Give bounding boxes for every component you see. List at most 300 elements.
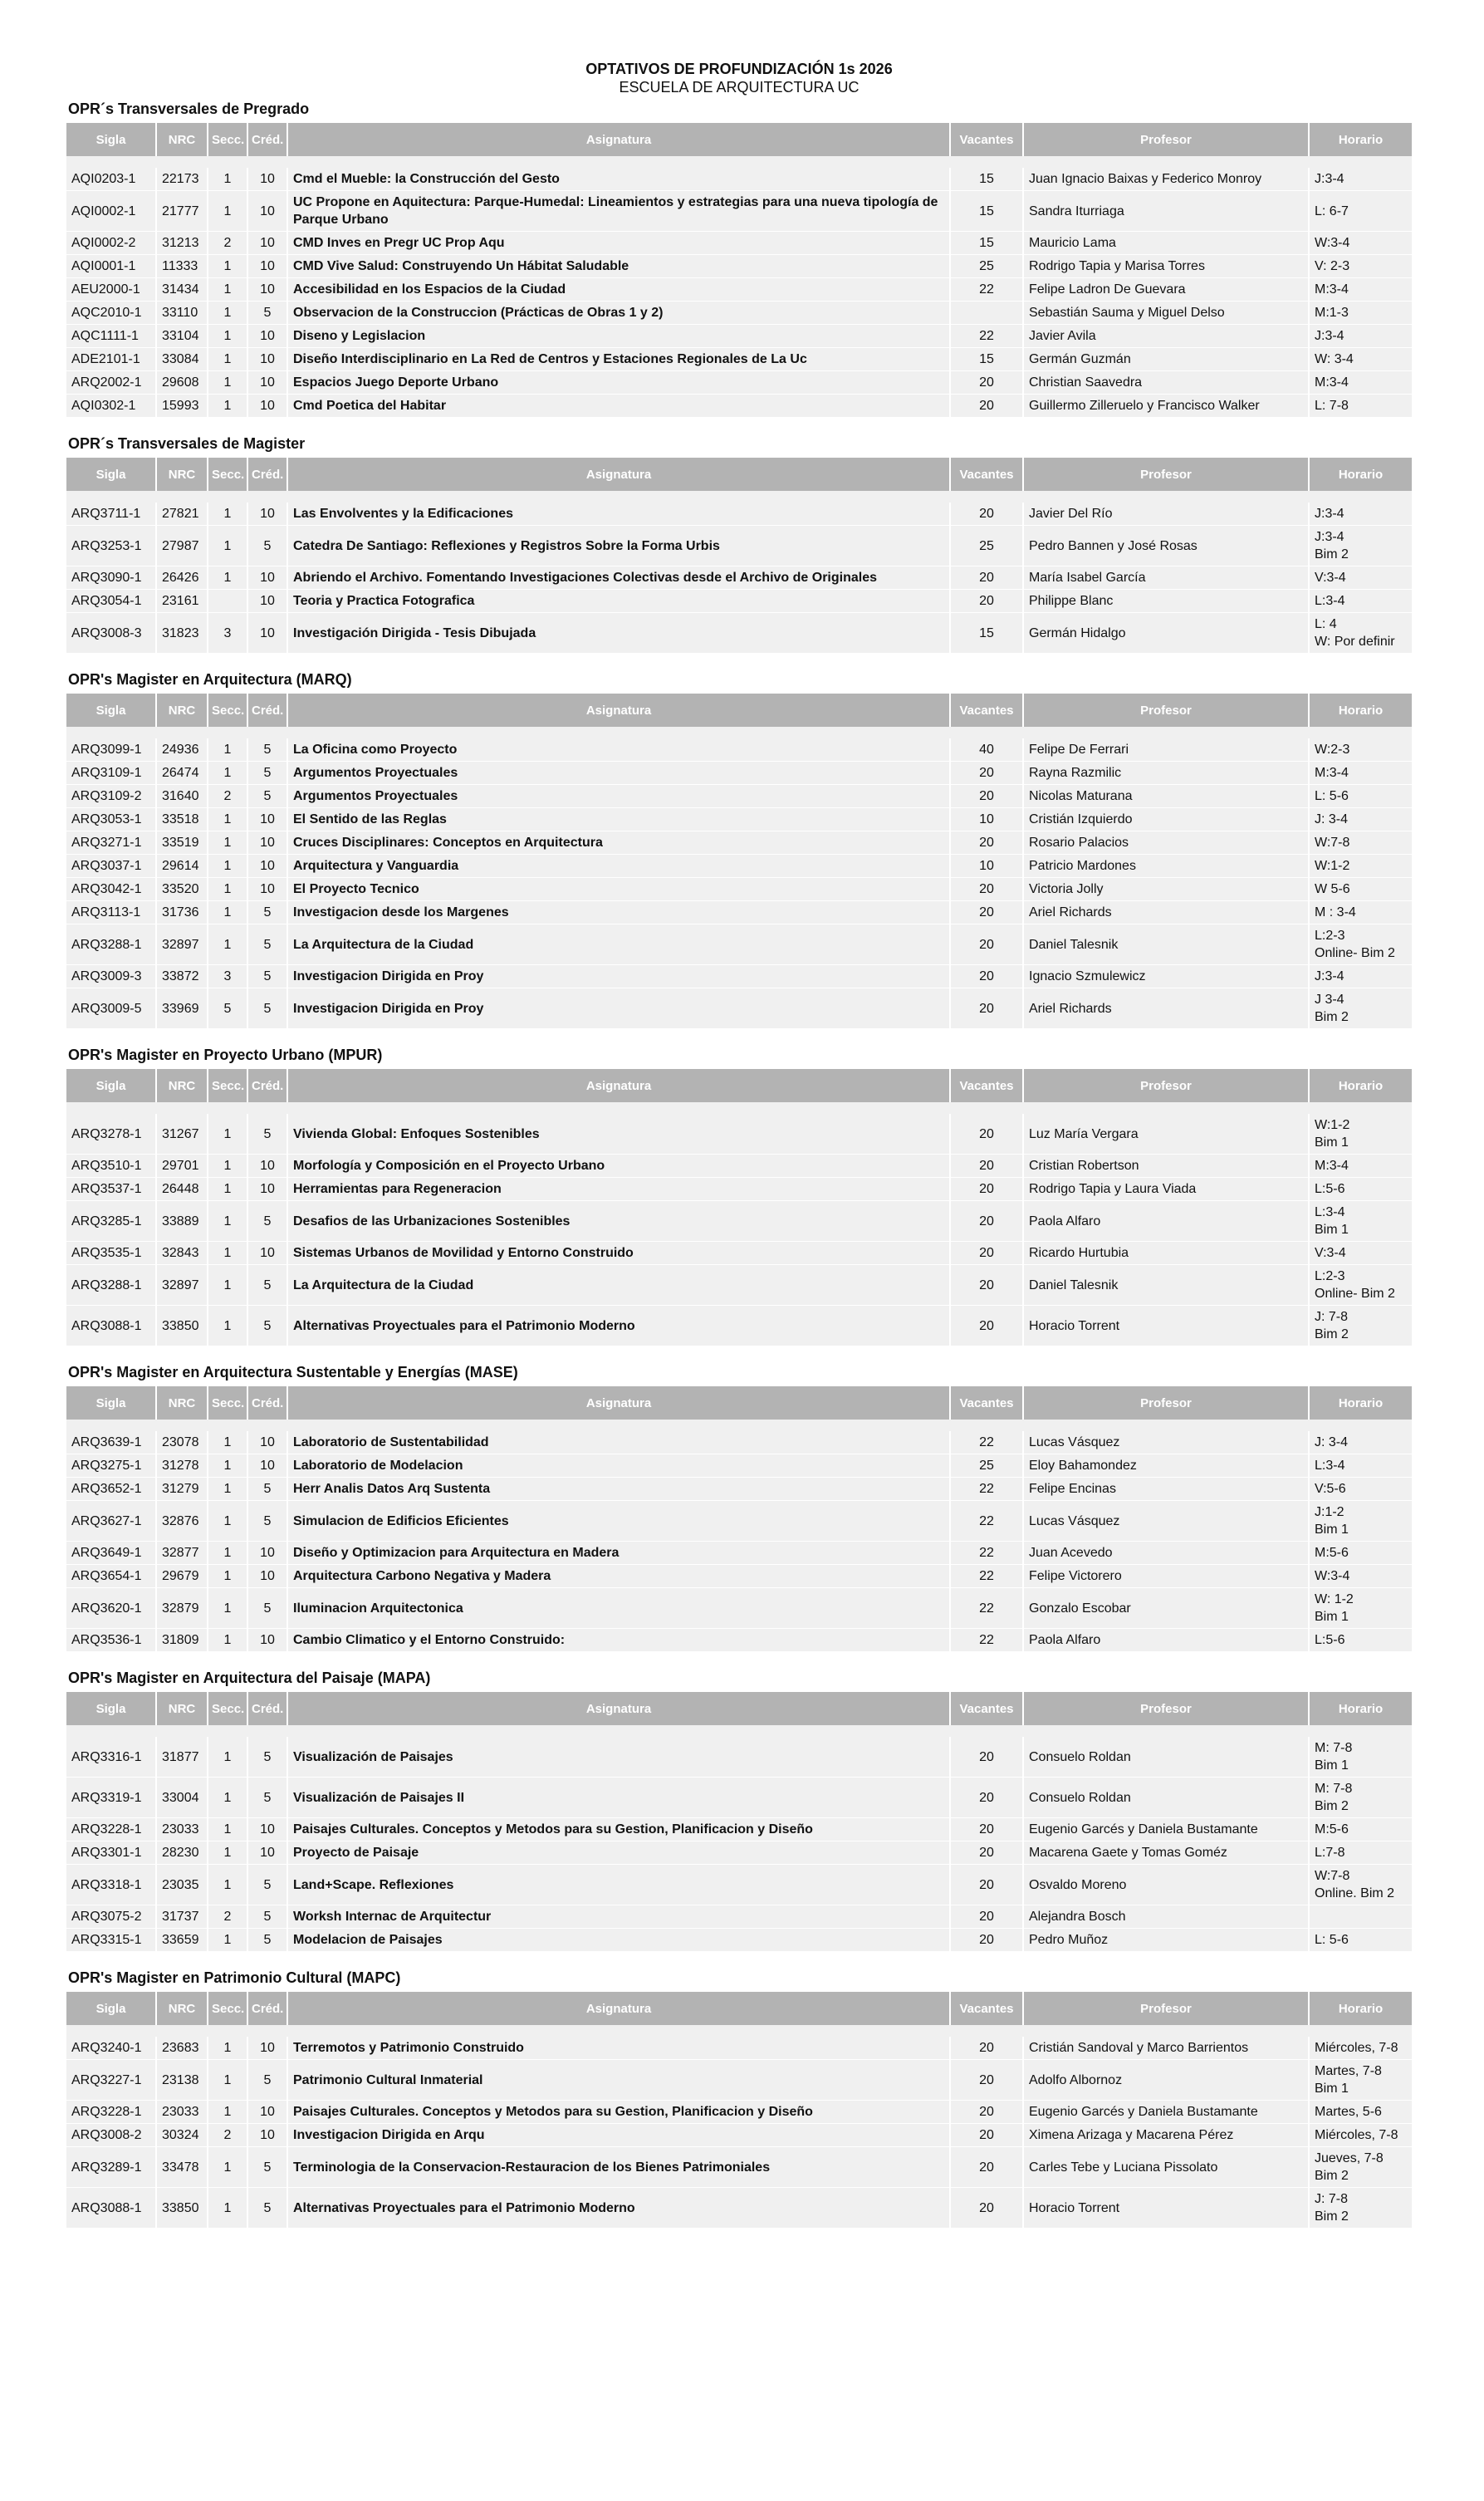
cell-profesor: Cristián Izquierdo (1023, 808, 1309, 831)
cell-asignatura: Worksh Internac de Arquitectur (287, 1905, 950, 1929)
cell-vacantes: 20 (950, 2124, 1023, 2147)
cell-secc: 1 (208, 762, 247, 785)
column-header-sigla: Sigla (66, 1692, 156, 1725)
table-row (66, 255, 1412, 278)
column-header-horario: Horario (1309, 123, 1412, 156)
cell-profesor: Victoria Jolly (1023, 878, 1309, 901)
cell-secc: 1 (208, 2060, 247, 2101)
course-table (66, 1386, 1412, 1652)
cell-vacantes: 20 (950, 1778, 1023, 1818)
cell-vacantes: 20 (950, 1242, 1023, 1265)
cell-secc: 1 (208, 924, 247, 965)
cell-asignatura: Cruces Disciplinares: Conceptos en Arquitectura (287, 831, 950, 855)
table-row (66, 278, 1412, 302)
cell-cred: 10 (247, 2101, 287, 2124)
sections-container (66, 100, 1412, 2229)
cell-vacantes: 25 (950, 526, 1023, 566)
cell-sigla: ARQ3113-1 (66, 901, 156, 924)
cell-horario: M:3-4 (1309, 762, 1412, 785)
table-row (66, 2060, 1412, 2101)
cell-sigla: ARQ3319-1 (66, 1778, 156, 1818)
table-row (66, 965, 1412, 988)
table-row (66, 168, 1412, 191)
cell-cred: 5 (247, 785, 287, 808)
cell-secc: 1 (208, 901, 247, 924)
cell-cred: 10 (247, 1841, 287, 1865)
table-row (66, 348, 1412, 371)
spacer-cell (66, 1420, 1412, 1431)
cell-profesor: Cristián Sandoval y Marco Barrientos (1023, 2037, 1309, 2060)
cell-cred: 10 (247, 2037, 287, 2060)
cell-cred: 10 (247, 371, 287, 395)
cell-horario: J:3-4 (1309, 503, 1412, 526)
cell-profesor: Javier Del Río (1023, 503, 1309, 526)
cell-profesor: Javier Avila (1023, 325, 1309, 348)
cell-sigla: ARQ3228-1 (66, 1818, 156, 1841)
cell-cred: 10 (247, 1818, 287, 1841)
cell-asignatura: CMD Inves en Pregr UC Prop Aqu (287, 232, 950, 255)
document-title: OPTATIVOS DE PROFUNDIZACIÓN 1s 2026 (585, 61, 893, 77)
cell-nrc: 31267 (156, 1114, 208, 1155)
cell-nrc: 30324 (156, 2124, 208, 2147)
cell-horario: L: 6-7 (1309, 191, 1412, 232)
column-header-asignatura: Asignatura (287, 1692, 950, 1725)
cell-horario: L:5-6 (1309, 1629, 1412, 1652)
course-table (66, 1992, 1412, 2229)
column-header-cred: Créd. (247, 1992, 287, 2025)
cell-sigla: ARQ3075-2 (66, 1905, 156, 1929)
cell-asignatura: Visualización de Paisajes II (287, 1778, 950, 1818)
cell-sigla: ARQ3285-1 (66, 1201, 156, 1242)
section-title: OPR's Magister en Arquitectura Sustentable y Energías (MASE) (68, 1364, 518, 1380)
cell-profesor: Philippe Blanc (1023, 590, 1309, 613)
cell-profesor: Horacio Torrent (1023, 1306, 1309, 1346)
cell-sigla: ARQ3654-1 (66, 1565, 156, 1588)
cell-horario: M:3-4 (1309, 1155, 1412, 1178)
course-section (66, 100, 1412, 418)
cell-asignatura: Herr Analis Datos Arq Sustenta (287, 1478, 950, 1501)
cell-sigla: AEU2000-1 (66, 278, 156, 302)
cell-cred: 5 (247, 901, 287, 924)
cell-nrc: 11333 (156, 255, 208, 278)
cell-cred: 5 (247, 1114, 287, 1155)
cell-profesor: Christian Saavedra (1023, 371, 1309, 395)
table-row (66, 1155, 1412, 1178)
cell-sigla: ARQ3088-1 (66, 1306, 156, 1346)
cell-secc: 1 (208, 2147, 247, 2188)
table-row (66, 503, 1412, 526)
cell-sigla: ARQ3278-1 (66, 1114, 156, 1155)
cell-secc: 1 (208, 1178, 247, 1201)
cell-secc: 1 (208, 1542, 247, 1565)
column-header-profesor: Profesor (1023, 1992, 1309, 2025)
cell-secc: 1 (208, 1778, 247, 1818)
column-header-cred: Créd. (247, 1069, 287, 1102)
cell-nrc: 32877 (156, 1542, 208, 1565)
table-row (66, 1588, 1412, 1629)
cell-secc: 1 (208, 1242, 247, 1265)
cell-sigla: ARQ3053-1 (66, 808, 156, 831)
column-header-cred: Créd. (247, 1386, 287, 1420)
cell-asignatura: Abriendo el Archivo. Fomentando Investigaciones Colectivas desde el Archivo de Originales (287, 566, 950, 590)
cell-nrc: 22173 (156, 168, 208, 191)
cell-sigla: ARQ3054-1 (66, 590, 156, 613)
cell-secc: 1 (208, 395, 247, 418)
cell-secc: 1 (208, 191, 247, 232)
cell-secc: 1 (208, 1155, 247, 1178)
cell-sigla: AQC2010-1 (66, 302, 156, 325)
table-row (66, 526, 1412, 566)
cell-vacantes: 20 (950, 762, 1023, 785)
cell-profesor: Felipe Victorero (1023, 1565, 1309, 1588)
cell-profesor: María Isabel García (1023, 566, 1309, 590)
cell-asignatura: Investigacion Dirigida en Arqu (287, 2124, 950, 2147)
column-header-secc: Secc. (208, 1992, 247, 2025)
cell-nrc: 31213 (156, 232, 208, 255)
cell-vacantes: 20 (950, 965, 1023, 988)
cell-secc: 2 (208, 1905, 247, 1929)
cell-nrc: 33004 (156, 1778, 208, 1818)
cell-secc: 1 (208, 1588, 247, 1629)
cell-horario: L:2-3 Online- Bim 2 (1309, 924, 1412, 965)
cell-vacantes: 20 (950, 1865, 1023, 1905)
cell-horario: W: 1-2 Bim 1 (1309, 1588, 1412, 1629)
cell-vacantes: 22 (950, 1588, 1023, 1629)
cell-asignatura: El Proyecto Tecnico (287, 878, 950, 901)
column-header-horario: Horario (1309, 1992, 1412, 2025)
cell-profesor: Luz María Vergara (1023, 1114, 1309, 1155)
column-header-horario: Horario (1309, 694, 1412, 727)
cell-sigla: ARQ3288-1 (66, 1265, 156, 1306)
cell-profesor: Lucas Vásquez (1023, 1431, 1309, 1454)
cell-vacantes: 10 (950, 855, 1023, 878)
cell-cred: 10 (247, 255, 287, 278)
cell-asignatura: Alternativas Proyectuales para el Patrimonio Moderno (287, 2188, 950, 2229)
course-section (66, 434, 1412, 654)
cell-asignatura: Arquitectura y Vanguardia (287, 855, 950, 878)
cell-nrc: 32876 (156, 1501, 208, 1542)
table-header-row (66, 458, 1412, 491)
table-row (66, 2147, 1412, 2188)
cell-profesor: Cristian Robertson (1023, 1155, 1309, 1178)
cell-nrc: 29614 (156, 855, 208, 878)
cell-asignatura: Visualización de Paisajes (287, 1737, 950, 1778)
cell-nrc: 26474 (156, 762, 208, 785)
cell-sigla: ARQ3099-1 (66, 738, 156, 762)
cell-sigla: ARQ3649-1 (66, 1542, 156, 1565)
cell-cred: 10 (247, 1431, 287, 1454)
cell-nrc: 33872 (156, 965, 208, 988)
cell-sigla: ARQ3652-1 (66, 1478, 156, 1501)
cell-profesor: Juan Acevedo (1023, 1542, 1309, 1565)
cell-sigla: ARQ3227-1 (66, 2060, 156, 2101)
cell-horario: M:3-4 (1309, 278, 1412, 302)
cell-sigla: ARQ3639-1 (66, 1431, 156, 1454)
cell-sigla: ARQ3253-1 (66, 526, 156, 566)
cell-profesor: Daniel Talesnik (1023, 1265, 1309, 1306)
cell-vacantes: 40 (950, 738, 1023, 762)
cell-profesor: Guillermo Zilleruelo y Francisco Walker (1023, 395, 1309, 418)
cell-nrc: 31279 (156, 1478, 208, 1501)
cell-nrc: 28230 (156, 1841, 208, 1865)
cell-vacantes: 20 (950, 2037, 1023, 2060)
cell-nrc: 33850 (156, 2188, 208, 2229)
cell-nrc: 31809 (156, 1629, 208, 1652)
cell-nrc: 33478 (156, 2147, 208, 2188)
cell-cred: 5 (247, 762, 287, 785)
cell-secc: 1 (208, 1306, 247, 1346)
cell-asignatura: Cambio Climatico y el Entorno Construido: (287, 1629, 950, 1652)
cell-nrc: 31434 (156, 278, 208, 302)
cell-vacantes: 20 (950, 1929, 1023, 1952)
cell-horario: V:5-6 (1309, 1478, 1412, 1501)
column-header-profesor: Profesor (1023, 694, 1309, 727)
cell-vacantes: 20 (950, 1178, 1023, 1201)
table-row (66, 1818, 1412, 1841)
course-table (66, 458, 1412, 654)
cell-vacantes: 20 (950, 831, 1023, 855)
cell-cred: 5 (247, 924, 287, 965)
cell-cred: 10 (247, 590, 287, 613)
cell-secc: 1 (208, 526, 247, 566)
cell-cred: 10 (247, 1155, 287, 1178)
table-row (66, 395, 1412, 418)
cell-profesor: Rayna Razmilic (1023, 762, 1309, 785)
course-section (66, 1046, 1412, 1346)
cell-asignatura: Investigacion desde los Margenes (287, 901, 950, 924)
cell-cred: 10 (247, 855, 287, 878)
cell-secc: 1 (208, 1201, 247, 1242)
table-row (66, 1478, 1412, 1501)
column-header-nrc: NRC (156, 1386, 208, 1420)
cell-vacantes: 20 (950, 1737, 1023, 1778)
course-section (66, 1363, 1412, 1652)
cell-vacantes: 20 (950, 924, 1023, 965)
cell-vacantes: 15 (950, 232, 1023, 255)
cell-vacantes: 20 (950, 1155, 1023, 1178)
cell-profesor: Lucas Vásquez (1023, 1501, 1309, 1542)
cell-cred: 10 (247, 2124, 287, 2147)
cell-nrc: 29608 (156, 371, 208, 395)
cell-profesor: Felipe De Ferrari (1023, 738, 1309, 762)
cell-secc: 1 (208, 278, 247, 302)
cell-asignatura: Accesibilidad en los Espacios de la Ciudad (287, 278, 950, 302)
cell-horario: J 3-4 Bim 2 (1309, 988, 1412, 1029)
cell-horario: Miércoles, 7-8 (1309, 2037, 1412, 2060)
cell-nrc: 31278 (156, 1454, 208, 1478)
cell-profesor: Pedro Muñoz (1023, 1929, 1309, 1952)
cell-nrc: 31823 (156, 613, 208, 654)
cell-horario: L:3-4 Bim 1 (1309, 1201, 1412, 1242)
column-header-asignatura: Asignatura (287, 1069, 950, 1102)
table-row (66, 1431, 1412, 1454)
cell-sigla: ARQ3627-1 (66, 1501, 156, 1542)
course-section (66, 1969, 1412, 2229)
cell-vacantes: 20 (950, 785, 1023, 808)
column-header-cred: Créd. (247, 458, 287, 491)
cell-asignatura: Paisajes Culturales. Conceptos y Metodos para su Gestion, Planificacion y Diseño (287, 1818, 950, 1841)
cell-secc: 1 (208, 808, 247, 831)
cell-horario: W:2-3 (1309, 738, 1412, 762)
cell-horario: L: 5-6 (1309, 1929, 1412, 1952)
cell-profesor: Germán Hidalgo (1023, 613, 1309, 654)
column-header-cred: Créd. (247, 1692, 287, 1725)
cell-sigla: ARQ3315-1 (66, 1929, 156, 1952)
cell-nrc: 23161 (156, 590, 208, 613)
cell-profesor: Sandra Iturriaga (1023, 191, 1309, 232)
spacer-cell (66, 491, 1412, 503)
cell-horario: V:3-4 (1309, 566, 1412, 590)
table-row (66, 924, 1412, 965)
cell-horario: J:3-4 Bim 2 (1309, 526, 1412, 566)
cell-cred: 10 (247, 232, 287, 255)
cell-asignatura: Espacios Juego Deporte Urbano (287, 371, 950, 395)
cell-nrc: 21777 (156, 191, 208, 232)
table-row (66, 1565, 1412, 1588)
cell-secc: 1 (208, 1629, 247, 1652)
column-header-asignatura: Asignatura (287, 123, 950, 156)
course-table (66, 1069, 1412, 1346)
cell-profesor: Felipe Ladron De Guevara (1023, 278, 1309, 302)
cell-sigla: ARQ3109-2 (66, 785, 156, 808)
cell-sigla: ARQ3536-1 (66, 1629, 156, 1652)
cell-asignatura: Terremotos y Patrimonio Construido (287, 2037, 950, 2060)
cell-horario: J: 7-8 Bim 2 (1309, 1306, 1412, 1346)
cell-nrc: 23078 (156, 1431, 208, 1454)
table-row (66, 2124, 1412, 2147)
cell-cred: 5 (247, 1865, 287, 1905)
cell-cred: 5 (247, 302, 287, 325)
cell-vacantes: 15 (950, 348, 1023, 371)
cell-vacantes: 20 (950, 566, 1023, 590)
cell-secc: 1 (208, 371, 247, 395)
cell-nrc: 33518 (156, 808, 208, 831)
table-row (66, 1201, 1412, 1242)
cell-profesor: Sebastián Sauma y Miguel Delso (1023, 302, 1309, 325)
cell-horario: W:3-4 (1309, 1565, 1412, 1588)
cell-cred: 5 (247, 1501, 287, 1542)
cell-vacantes: 22 (950, 325, 1023, 348)
cell-vacantes: 15 (950, 613, 1023, 654)
cell-sigla: ADE2101-1 (66, 348, 156, 371)
column-header-secc: Secc. (208, 1692, 247, 1725)
table-row (66, 1306, 1412, 1346)
cell-asignatura: Observacion de la Construccion (Prácticas de Obras 1 y 2) (287, 302, 950, 325)
cell-horario: J: 3-4 (1309, 1431, 1412, 1454)
cell-profesor: Rodrigo Tapia y Marisa Torres (1023, 255, 1309, 278)
cell-secc: 1 (208, 831, 247, 855)
cell-nrc: 23035 (156, 1865, 208, 1905)
cell-nrc: 26426 (156, 566, 208, 590)
cell-secc: 1 (208, 1929, 247, 1952)
cell-profesor: Consuelo Roldan (1023, 1778, 1309, 1818)
cell-asignatura: Catedra De Santiago: Reflexiones y Registros Sobre la Forma Urbis (287, 526, 950, 566)
cell-horario: W:3-4 (1309, 232, 1412, 255)
cell-asignatura: Diseño Interdisciplinario en La Red de Centros y Estaciones Regionales de La Uc (287, 348, 950, 371)
column-header-sigla: Sigla (66, 458, 156, 491)
cell-secc: 1 (208, 1265, 247, 1306)
cell-profesor: Ariel Richards (1023, 988, 1309, 1029)
cell-nrc: 29679 (156, 1565, 208, 1588)
cell-cred: 5 (247, 988, 287, 1029)
column-header-nrc: NRC (156, 694, 208, 727)
column-header-sigla: Sigla (66, 1069, 156, 1102)
cell-sigla: AQI0302-1 (66, 395, 156, 418)
cell-nrc: 23033 (156, 1818, 208, 1841)
cell-profesor: Eloy Bahamondez (1023, 1454, 1309, 1478)
table-row (66, 1865, 1412, 1905)
cell-nrc: 31736 (156, 901, 208, 924)
table-header-row (66, 694, 1412, 727)
cell-secc: 1 (208, 2188, 247, 2229)
cell-asignatura: Simulacion de Edificios Eficientes (287, 1501, 950, 1542)
cell-profesor: Ariel Richards (1023, 901, 1309, 924)
table-row (66, 878, 1412, 901)
cell-asignatura: Las Envolventes y la Edificaciones (287, 503, 950, 526)
table-spacer-row (66, 727, 1412, 738)
cell-cred: 10 (247, 1454, 287, 1478)
cell-sigla: ARQ3316-1 (66, 1737, 156, 1778)
cell-secc: 1 (208, 1431, 247, 1454)
cell-nrc: 33659 (156, 1929, 208, 1952)
cell-cred: 10 (247, 278, 287, 302)
cell-sigla: ARQ3008-2 (66, 2124, 156, 2147)
cell-nrc: 33110 (156, 302, 208, 325)
cell-sigla: ARQ3037-1 (66, 855, 156, 878)
cell-profesor: Juan Ignacio Baixas y Federico Monroy (1023, 168, 1309, 191)
cell-asignatura: UC Propone en Aquitectura: Parque-Humedal: Lineamientos y estrategias para una nueva tipología de Parque Urbano (287, 191, 950, 232)
table-row (66, 808, 1412, 831)
table-row (66, 1265, 1412, 1306)
cell-cred: 10 (247, 613, 287, 654)
course-table (66, 694, 1412, 1029)
cell-sigla: AQC1111-1 (66, 325, 156, 348)
table-row (66, 1778, 1412, 1818)
cell-asignatura: La Oficina como Proyecto (287, 738, 950, 762)
cell-horario: V:3-4 (1309, 1242, 1412, 1265)
cell-secc: 3 (208, 613, 247, 654)
cell-vacantes: 22 (950, 1629, 1023, 1652)
cell-horario: L:5-6 (1309, 1178, 1412, 1201)
cell-cred: 10 (247, 1542, 287, 1565)
cell-nrc: 33084 (156, 348, 208, 371)
cell-vacantes: 20 (950, 1306, 1023, 1346)
cell-cred: 5 (247, 2147, 287, 2188)
cell-cred: 5 (247, 1265, 287, 1306)
column-header-nrc: NRC (156, 1992, 208, 2025)
cell-sigla: AQI0002-1 (66, 191, 156, 232)
cell-cred: 5 (247, 1201, 287, 1242)
cell-horario: Martes, 5-6 (1309, 2101, 1412, 2124)
cell-asignatura: Proyecto de Paisaje (287, 1841, 950, 1865)
cell-sigla: ARQ3009-5 (66, 988, 156, 1029)
cell-secc: 1 (208, 1737, 247, 1778)
cell-nrc: 32897 (156, 1265, 208, 1306)
cell-horario: L: 5-6 (1309, 785, 1412, 808)
cell-secc: 1 (208, 2101, 247, 2124)
cell-vacantes: 22 (950, 1542, 1023, 1565)
table-row (66, 232, 1412, 255)
cell-horario: J: 7-8 Bim 2 (1309, 2188, 1412, 2229)
column-header-secc: Secc. (208, 694, 247, 727)
cell-horario: J:3-4 (1309, 168, 1412, 191)
table-row (66, 325, 1412, 348)
cell-vacantes: 20 (950, 1905, 1023, 1929)
cell-horario: L:7-8 (1309, 1841, 1412, 1865)
cell-secc: 2 (208, 2124, 247, 2147)
cell-nrc: 33850 (156, 1306, 208, 1346)
cell-asignatura: Morfología y Composición en el Proyecto Urbano (287, 1155, 950, 1178)
